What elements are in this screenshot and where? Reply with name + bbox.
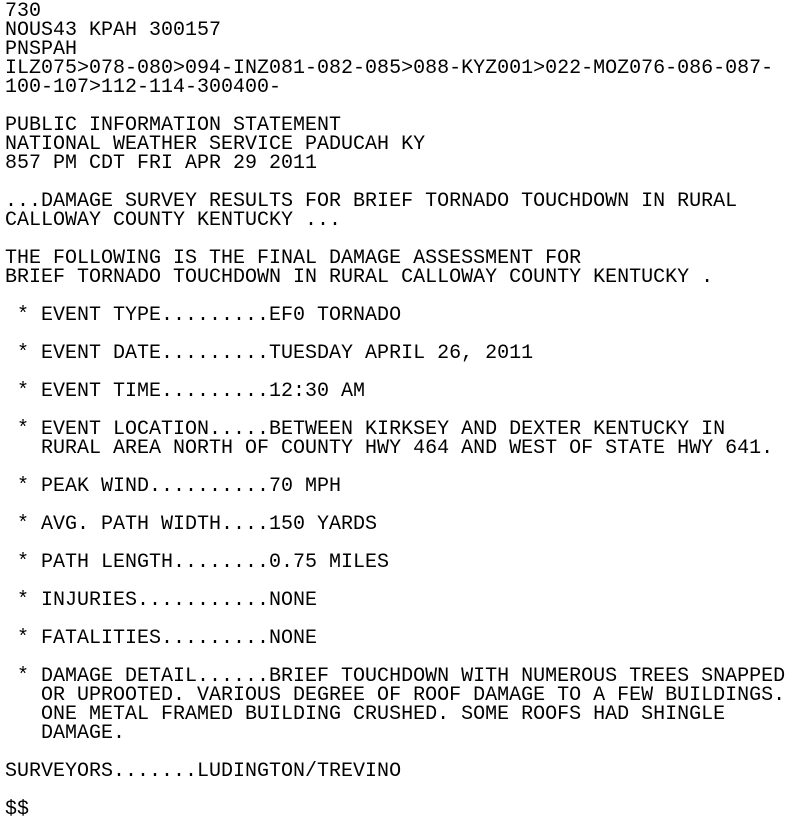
document-line: * PEAK WIND..........70 MPH (5, 475, 342, 498)
document-line: SURVEYORS.......LUDINGTON/TREVINO (5, 760, 402, 783)
document-line: PUBLIC INFORMATION STATEMENT (5, 114, 342, 137)
document-line: * EVENT TIME.........12:30 AM (5, 380, 366, 403)
document-line: * PATH LENGTH........0.75 MILES (5, 551, 390, 574)
document-line: NOUS43 KPAH 300157 (5, 19, 222, 42)
document-line: 857 PM CDT FRI APR 29 2011 (5, 152, 318, 175)
document-line: $$ (5, 798, 30, 821)
document-line (5, 781, 789, 800)
document-line: PNSPAH (5, 38, 78, 61)
document-line: * EVENT LOCATION.....BETWEEN KIRKSEY AND DEXTER KENTUCKY IN (5, 418, 726, 441)
document-line: * DAMAGE DETAIL......BRIEF TOUCHDOWN WITH NUMEROUS TREES SNAPPED (5, 665, 786, 688)
document-line: ILZ075>078-080>094-INZ081-082-085>088-KYZ001>022-MOZ076-086-087- (5, 57, 774, 80)
document-line: ...DAMAGE SURVEY RESULTS FOR BRIEF TORNADO TOUCHDOWN IN RURAL (5, 190, 738, 213)
document-line: 100-107>112-114-300400- (5, 76, 282, 99)
document-line: * EVENT DATE.........TUESDAY APRIL 26, 2011 (5, 342, 534, 365)
document-line: DAMAGE. (5, 722, 126, 745)
document-line: NATIONAL WEATHER SERVICE PADUCAH KY (5, 133, 426, 156)
document-line: OR UPROOTED. VARIOUS DEGREE OF ROOF DAMAGE TO A FEW BUILDINGS. (5, 684, 786, 707)
document-line: * AVG. PATH WIDTH....150 YARDS (5, 513, 378, 536)
document-line: BRIEF TORNADO TOUCHDOWN IN RURAL CALLOWAY COUNTY KENTUCKY . (5, 266, 714, 289)
document-line: * INJURIES...........NONE (5, 589, 318, 612)
document-line: CALLOWAY COUNTY KENTUCKY ... (5, 209, 342, 232)
document-line: 730 (5, 0, 42, 23)
document-line: THE FOLLOWING IS THE FINAL DAMAGE ASSESSMENT FOR (5, 247, 582, 270)
document-line: * EVENT TYPE.........EF0 TORNADO (5, 304, 402, 327)
document-line: RURAL AREA NORTH OF COUNTY HWY 464 AND WEST OF STATE HWY 641. (5, 437, 774, 460)
document-line: ONE METAL FRAMED BUILDING CRUSHED. SOME ROOFS HAD SHINGLE (5, 703, 726, 726)
document-line: * FATALITIES.........NONE (5, 627, 318, 650)
